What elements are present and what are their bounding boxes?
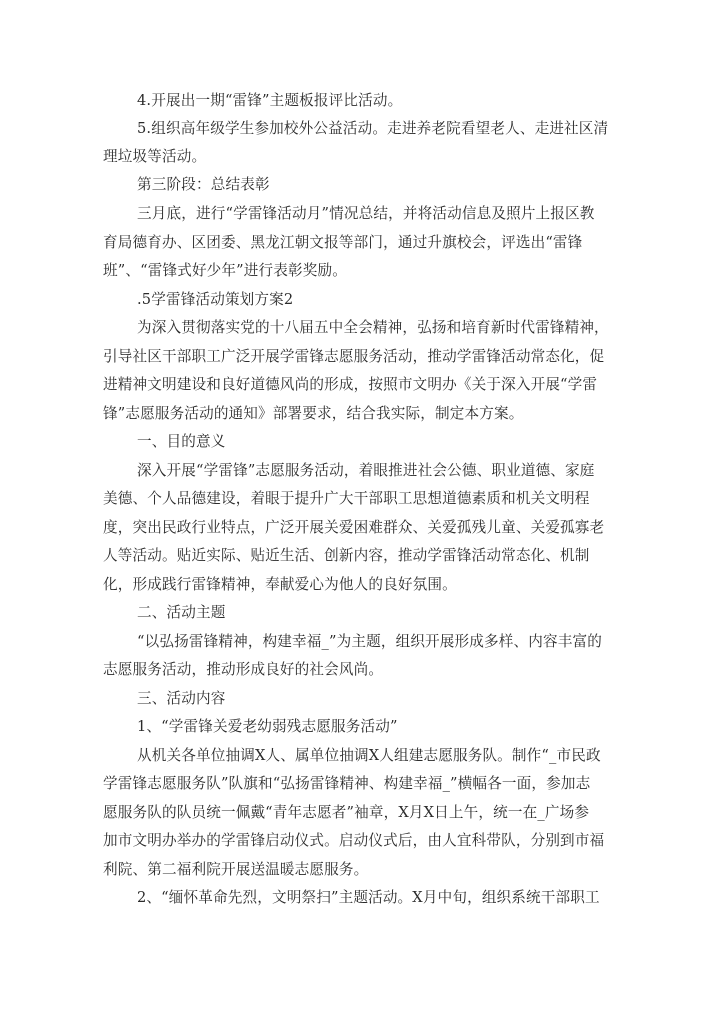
text-line: 深入开展“学雷锋”志愿服务活动，着眼推进社会公德、职业道德、家庭 bbox=[137, 462, 595, 479]
text-line: 化，形成践行雷锋精神，奉献爱心为他人的良好氛围。 bbox=[103, 576, 457, 593]
text-line: 人等活动。贴近实际、贴近生活、创新内容，推动学雷锋活动常态化、机制 bbox=[103, 547, 590, 564]
text-line: 引导社区干部职工广泛开展学雷锋志愿服务活动，推动学雷锋活动常态化，促 bbox=[103, 348, 605, 365]
text-line: 志愿服务活动，推动形成良好的社会风尚。 bbox=[103, 661, 384, 678]
text-line: 学雷锋志愿服务队”队旗和“弘扬雷锋精神、构建幸福_”横幅各一面，参加志 bbox=[103, 775, 591, 792]
text-line: 班”、“雷锋式好少年”进行表彰奖励。 bbox=[103, 262, 347, 279]
text-line: 利院、第二福利院开展送温暖志愿服务。 bbox=[103, 861, 369, 878]
text-line: 4.开展出一期“雷锋”主题板报评比活动。 bbox=[137, 92, 403, 109]
text-line: 加市文明办举办的学雷锋启动仪式。启动仪式后，由人宜科带队，分别到市福 bbox=[103, 832, 605, 849]
section-heading: 2、“缅怀革命先烈，文明祭扫”主题活动。X月中旬，组织系统干部职工 bbox=[137, 889, 600, 906]
text-line: 三月底，进行“学雷锋活动月”情况总结，并将活动信息及照片上报区教 bbox=[137, 205, 595, 222]
section-heading: 第三阶段：总结表彰 bbox=[137, 176, 270, 193]
text-line: 进精神文明建设和良好道德风尚的形成，按照市文明办《关于深入开展“学雷 bbox=[103, 376, 598, 393]
text-line: 为深入贯彻落实党的十八届五中全会精神，弘扬和培育新时代雷锋精神， bbox=[137, 319, 609, 336]
text-line: 度，突出民政行业特点，广泛开展关爱困难群众、关爱孤残儿童、关爱孤寡老 bbox=[103, 519, 605, 536]
section-heading: .5学雷锋活动策划方案2 bbox=[137, 291, 294, 308]
text-line: 愿服务队的队员统一佩戴“青年志愿者”袖章，X月X日上午，统一在_广场参 bbox=[103, 804, 590, 821]
section-heading: 三、活动内容 bbox=[137, 690, 226, 707]
text-line: 育局德育办、区团委、黑龙江朝文报等部门，通过升旗校会，评选出“雷锋 bbox=[103, 234, 583, 251]
text-line: 5.组织高年级学生参加校外公益活动。走进养老院看望老人、走进社区清 bbox=[137, 120, 609, 137]
section-heading: 二、活动主题 bbox=[137, 604, 226, 621]
text-line: “以弘扬雷锋精神，构建幸福_”为主题，组织开展形成多样、内容丰富的 bbox=[137, 633, 602, 650]
text-line: 美德、个人品德建设，着眼于提升广大干部职工思想道德素质和机关文明程 bbox=[103, 490, 590, 507]
section-heading: 1、“学雷锋关爱老幼弱残志愿服务活动” bbox=[137, 718, 398, 735]
text-line: 从机关各单位抽调X人、属单位抽调X人组建志愿服务队。制作“_市民政 bbox=[137, 747, 601, 764]
section-heading: 一、目的意义 bbox=[137, 433, 226, 450]
text-line: 锋”志愿服务活动的通知》部署要求，结合我实际，制定本方案。 bbox=[103, 405, 524, 422]
text-line: 理垃圾等活动。 bbox=[103, 148, 207, 165]
